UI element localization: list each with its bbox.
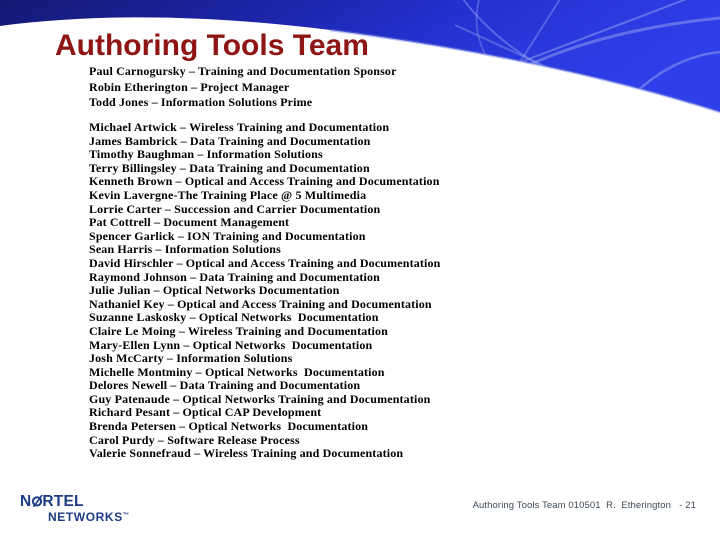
- roster-line: Paul Carnogursky – Training and Documentation Sponsor: [89, 64, 397, 78]
- roster-leads: [89, 64, 397, 111]
- roster-line: Kenneth Brown – Optical and Access Training and Documentation: [89, 174, 440, 189]
- roster-line: Delores Newell – Data Training and Documentation: [89, 378, 361, 393]
- roster-line: Julie Julian – Optical Networks Documentation: [89, 283, 340, 298]
- logo-letters-rtel: RTEL: [42, 493, 84, 510]
- roster-line: Terry Billingsley – Data Training and Documentation: [89, 160, 370, 175]
- roster-line: Valerie Sonnefraud – Wireless Training and Documentation: [89, 446, 404, 461]
- slide-footer: Authoring Tools Team 010501 R. Etherington - 21: [472, 500, 696, 511]
- nortel-globe-icon: [31, 495, 43, 511]
- roster-line: Suzanne Laskosky – Optical Networks Documentation: [89, 310, 379, 325]
- roster-line: Raymond Johnson – Data Training and Documentation: [89, 269, 380, 284]
- roster-line: Sean Harris – Information Solutions: [89, 242, 281, 257]
- logo-word-networks: NETWORKS™: [48, 509, 130, 524]
- roster-line: Guy Patenaude – Optical Networks Training and Documentation: [89, 391, 431, 406]
- roster-line: Spencer Garlick – ION Training and Documentation: [89, 228, 366, 243]
- roster-team: [89, 121, 440, 461]
- roster-line: Michelle Montminy – Optical Networks Documentation: [89, 364, 385, 379]
- trademark-symbol: ™: [122, 511, 130, 519]
- roster-line: Todd Jones – Information Solutions Prime: [89, 95, 313, 109]
- roster-line: Nathaniel Key – Optical and Access Training and Documentation: [89, 296, 432, 311]
- roster-line: Claire Le Moing – Wireless Training and Documentation: [89, 323, 388, 338]
- roster-line: James Bambrick – Data Training and Documentation: [89, 133, 371, 148]
- roster-line: Josh McCarty – Information Solutions: [89, 351, 293, 366]
- roster-line: Richard Pesant – Optical CAP Development: [89, 405, 322, 420]
- slide-title: Authoring Tools Team: [55, 29, 369, 62]
- roster-line: Pat Cottrell – Document Management: [89, 215, 290, 230]
- roster-line: Michael Artwick – Wireless Training and Documentation: [89, 120, 390, 134]
- roster-line: Brenda Petersen – Optical Networks Documentation: [89, 419, 369, 434]
- roster-line: Kevin Lavergne-The Training Place @ 5 Multimedia: [89, 187, 367, 202]
- roster-line: Carol Purdy – Software Release Process: [89, 432, 300, 447]
- roster-line: Robin Etherington – Project Manager: [89, 79, 290, 94]
- logo-word-nortel: [20, 494, 129, 510]
- roster-line: Timothy Baughman – Information Solutions: [89, 147, 323, 162]
- roster-line: Mary-Ellen Lynn – Optical Networks Documentation: [89, 337, 373, 352]
- roster-line: Lorrie Carter – Succession and Carrier Documentation: [89, 201, 381, 216]
- roster-line: David Hirschler – Optical and Access Training and Documentation: [89, 255, 441, 270]
- nortel-networks-logo: [20, 494, 129, 523]
- logo-letter-n: N: [20, 493, 32, 510]
